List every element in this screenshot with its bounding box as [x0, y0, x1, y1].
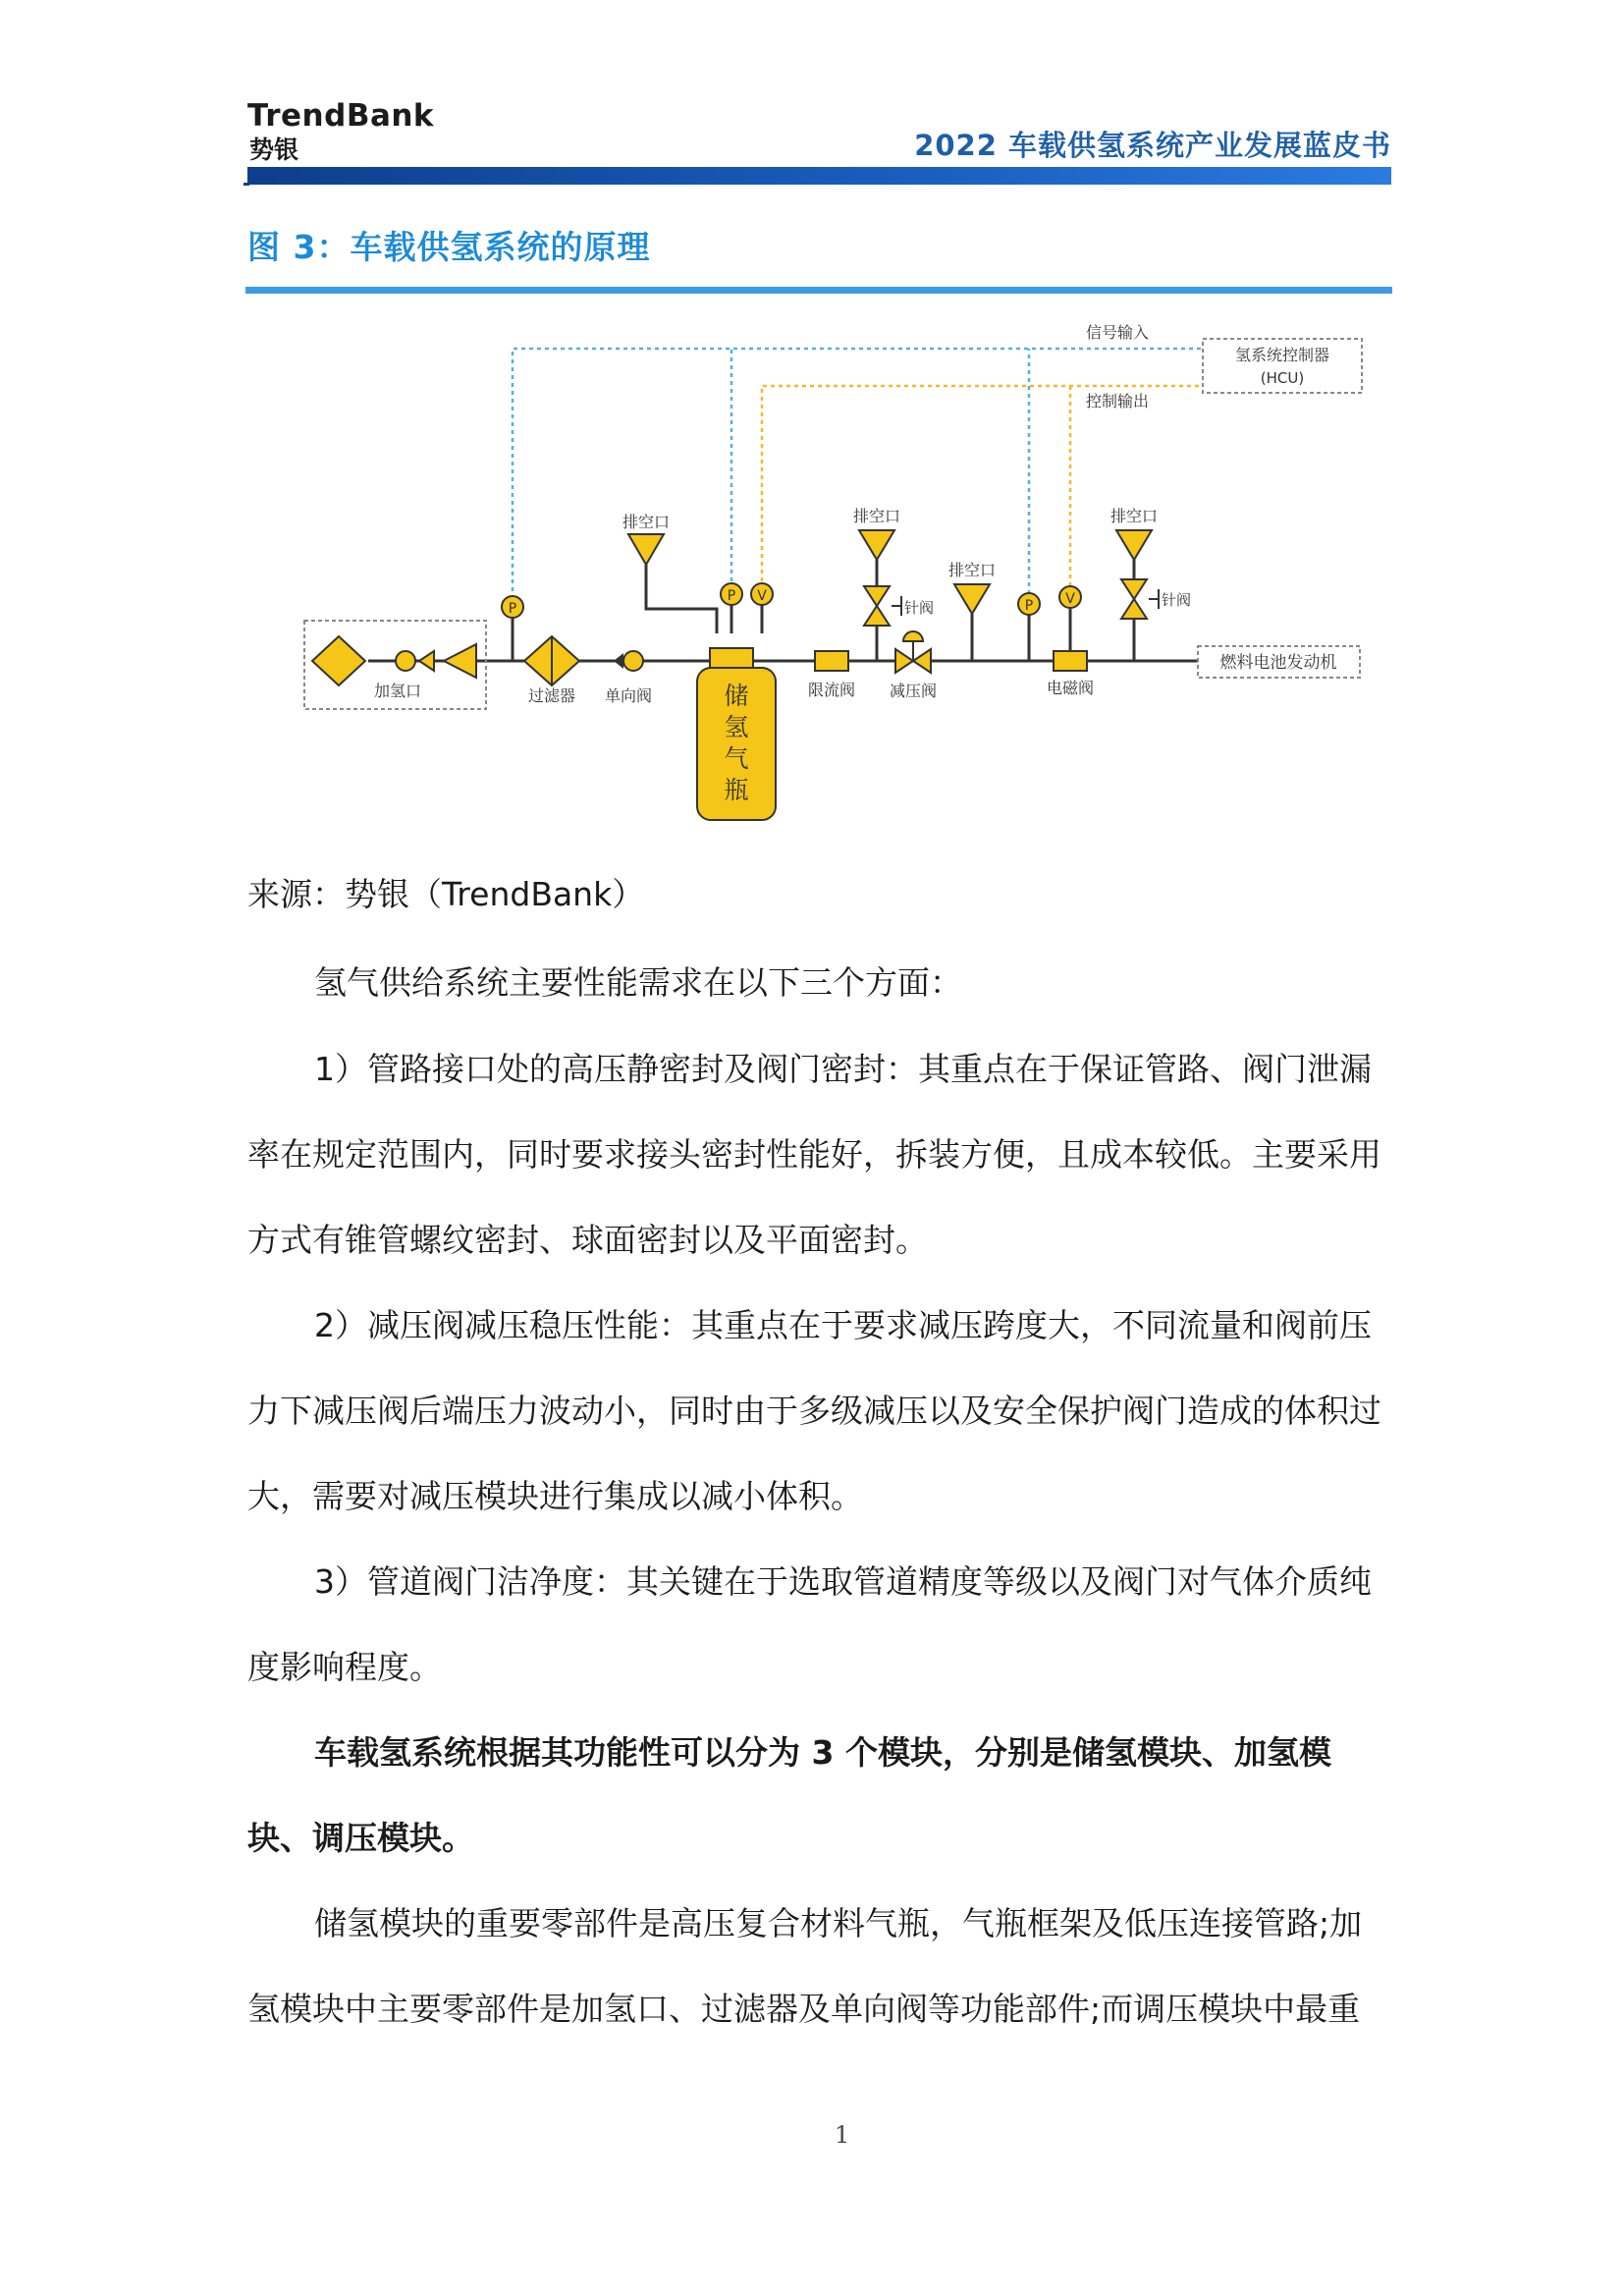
refuel-diamond-icon	[312, 636, 365, 685]
hydrogen-system-diagram	[295, 314, 1375, 835]
vent-label-3: 排空口	[947, 561, 997, 579]
refuel-nozzle-icon	[444, 644, 476, 678]
tank-pressure-gauge-label: P	[727, 588, 736, 604]
paragraph-point-1: 1）管路接口处的高压静密封及阀门密封：其重点在于保证管路、阀门泄漏率在规定范围内，同时要求接头密封性能好，拆装方便，且成本较低。主要采用方式有锥管螺纹密封、球面密封以及平面密封。	[247, 1050, 1381, 1259]
hcu-sub-label: (HCU)	[1260, 369, 1305, 387]
control-line-v1	[762, 386, 1203, 589]
figure-rule	[245, 287, 1392, 294]
header-divider	[247, 167, 1391, 185]
logo-chinese: 势银	[249, 136, 299, 164]
vent-icon	[628, 534, 664, 565]
paragraph-intro: 氢气供给系统主要性能需求在以下三个方面：	[314, 963, 962, 1002]
needle-valve-icon	[864, 606, 890, 626]
solenoid-valve-icon	[1054, 651, 1087, 671]
flow-limit-valve-icon	[815, 651, 848, 671]
figure-title: 图 3：车载供氢系统的原理	[247, 228, 651, 266]
needle-valve-label-1: 针阀	[903, 599, 935, 617]
solenoid-indicator-label: V	[1065, 591, 1075, 607]
fuel-cell-label: 燃料电池发动机	[1219, 653, 1337, 673]
paragraph-modules-detail: 储氢模块的重要零部件是高压复合材料气瓶，气瓶框架及低压连接管路;加氢模块中主要零部件是加氢口、过滤器及单向阀等功能部件;而调压模块中最重	[247, 1904, 1363, 2028]
refuel-check-icon	[396, 651, 415, 671]
tank-char-3: 气	[724, 744, 749, 773]
pressure-gauge-label-2: P	[1024, 598, 1034, 614]
check-valve-icon	[623, 651, 643, 671]
tank-char-2: 氢	[724, 713, 749, 741]
vent-icon	[1116, 530, 1152, 560]
document-title: 2022 车载供氢系统产业发展蓝皮书	[914, 129, 1391, 162]
pressure-gauge-label: P	[508, 601, 517, 617]
pressure-reducer-icon	[913, 649, 931, 673]
vent-label-2: 排空口	[852, 507, 901, 525]
paragraph-point-3: 3）管道阀门洁净度：其关键在于选取管道精度等级以及阀门对气体介质纯度影响程度。	[247, 1562, 1372, 1686]
refuel-port-label: 加氢口	[373, 682, 422, 700]
logo-trendbank: TrendBank	[247, 98, 435, 134]
tank-char-1: 储	[724, 682, 749, 710]
figure-source: 来源：势银（TrendBank）	[247, 875, 645, 913]
solenoid-label: 电磁阀	[1046, 679, 1095, 697]
vent-icon	[859, 530, 894, 560]
page-number: 1	[835, 2121, 850, 2149]
control-out-label: 控制输出	[1085, 392, 1150, 410]
hcu-label: 氢系统控制器	[1234, 346, 1330, 364]
needle-valve-label-2: 针阀	[1161, 591, 1192, 609]
tank-char-4: 瓶	[724, 776, 749, 804]
vent-icon	[954, 584, 990, 614]
check-valve-label: 单向阀	[604, 686, 653, 705]
signal-in-label: 信号输入	[1085, 323, 1150, 342]
paragraph-point-2: 2）减压阀减压稳压性能：其重点在于要求减压跨度大，不同流量和阀前压力下减压阀后端压力波动小，同时由于多级减压以及安全保护阀门造成的体积过大，需要对减压模块进行集成以减小体积。	[247, 1306, 1381, 1515]
filter-label: 过滤器	[527, 686, 576, 705]
header-divider-accent	[243, 183, 249, 186]
refuel-arrow-icon	[419, 651, 434, 671]
tank-valve-label: V	[757, 588, 767, 604]
paragraph-modules-summary: 车载氢系统根据其功能性可以分为 3 个模块，分别是储氢模块、加氢模块、调压模块。	[247, 1733, 1331, 1857]
needle-valve-icon	[1121, 599, 1147, 619]
check-valve-arrow-icon	[614, 653, 623, 669]
pressure-reducer-label: 减压阀	[889, 682, 938, 700]
vent-label-1: 排空口	[622, 513, 671, 531]
vent-label-4: 排空口	[1109, 507, 1159, 525]
flow-limit-label: 限流阀	[807, 681, 856, 699]
